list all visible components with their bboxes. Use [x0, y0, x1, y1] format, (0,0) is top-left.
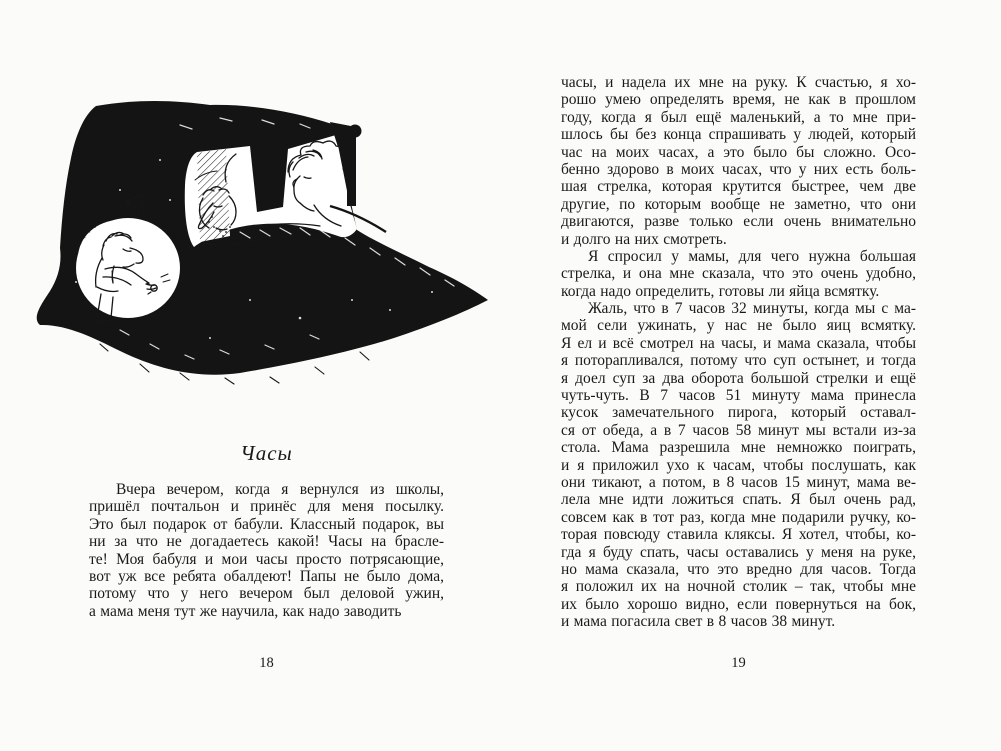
text-line: и мама погасила свет в 8 часов 38 минут. — [561, 613, 836, 631]
text-line: рошо умею определять время, не как в прошлом — [561, 91, 916, 109]
text-line: кусок замечательного пирога, который оставал- — [561, 404, 916, 422]
text-line: и долго на них смотреть. — [561, 230, 727, 248]
text-line: час на моих часах, а это было бы сложно. Осо- — [561, 143, 916, 161]
page-number-left: 18 — [259, 655, 274, 671]
text-line: шлось бы без конца спрашивать у людей, который — [561, 126, 916, 144]
text-line: часы, и надела их мне на руку. К счастью, я хо- — [561, 74, 916, 91]
chapter-title: Часы — [240, 441, 293, 465]
text-line: вот уж все ребята обалдеют! Папы не было дома, — [89, 567, 444, 585]
text-line: их было хорошо видно, если повернуться на бок, — [561, 595, 916, 613]
text-line: гда я буду спать, часы оставались у меня на руке, — [561, 543, 916, 561]
headboard-post — [347, 134, 356, 206]
text-line: Это был подарок от бабули. Классный подарок, вы — [89, 515, 444, 533]
text-line: Я спросил у мамы, для чего нужна большая — [588, 247, 916, 265]
text-line: торая повсюду ставила кляксы. Я хотел, чтобы, ко- — [561, 526, 916, 544]
text-line: лела мне идти ложиться спать. Я был очень рад, — [561, 491, 916, 509]
text-line: совсем как в тот раз, когда мне подарили ручку, ко- — [561, 508, 916, 526]
text-line: Жаль, что в 7 часов 32 минуты, когда мы с ма- — [588, 300, 916, 318]
text-line: бенно здорово в моих часах, что у них есть боль- — [561, 160, 916, 178]
left-body-text-column — [89, 481, 444, 620]
bedroom-night-illustration — [25, 96, 505, 388]
text-line: Вчера вечером, когда я вернулся из школы, — [116, 481, 444, 498]
text-line: году, когда я был ещё маленький, а то мне при- — [561, 108, 916, 126]
text-line: потому что у него вечером был деловой ужин, — [89, 585, 444, 603]
text-line: те! Моя бабуля и мои часы просто потрясающие, — [89, 550, 444, 568]
text-line: ся от обеда, а в 7 часов 58 минут мы встали из-за — [561, 421, 916, 439]
right-body-text-column — [561, 74, 916, 631]
text-line: но мама сказала, что это вредно для часов. Тогда — [561, 560, 916, 578]
text-line: мой сели ужинать, у нас не было яиц всмятку. — [561, 317, 916, 335]
text-line: другие, по которым вообще не заметно, что они — [561, 195, 916, 213]
text-line: я доел суп за два оборота большой стрелки и ещё — [561, 369, 916, 387]
bedroom-illustration-svg — [25, 96, 505, 388]
text-line: ни за что не догадаетесь какой! Часы на брасле- — [89, 533, 444, 551]
text-line: двигаются, разве только если очень внимательно — [561, 213, 916, 231]
text-line: я положил их на ночной столик – так, чтобы мне — [561, 578, 916, 596]
headboard-finial — [349, 125, 362, 138]
text-line: и я приложил ухо к часам, чтобы послушать, как — [561, 456, 916, 474]
text-line: стрелка, и она мне сказала, что это очень удобно, — [561, 265, 916, 283]
text-line: пришёл почтальон и принёс для меня посылку. — [89, 498, 444, 516]
text-line: Я ел и всё смотрел на часы, и мама сказала, чтобы — [561, 334, 916, 352]
text-line: стола. Мама разрешила мне немножко поиграть, — [561, 439, 916, 457]
text-line: когда надо определить, готовы ли яйца всмятку. — [561, 282, 880, 300]
text-line: шая стрелка, которая крутится быстрее, чем две — [561, 178, 916, 196]
text-line: а мама меня тут же научила, как надо заводить — [89, 602, 402, 620]
text-line: чуть-чуть. В 7 часов 51 минуту мама принесла — [561, 387, 916, 405]
text-line: они тикают, а потом, в 8 часов 15 минут, мама ве- — [561, 473, 916, 491]
page-number-right: 19 — [731, 655, 746, 671]
text-line: я поторапливался, потому что суп остынет, и тогда — [561, 352, 916, 370]
